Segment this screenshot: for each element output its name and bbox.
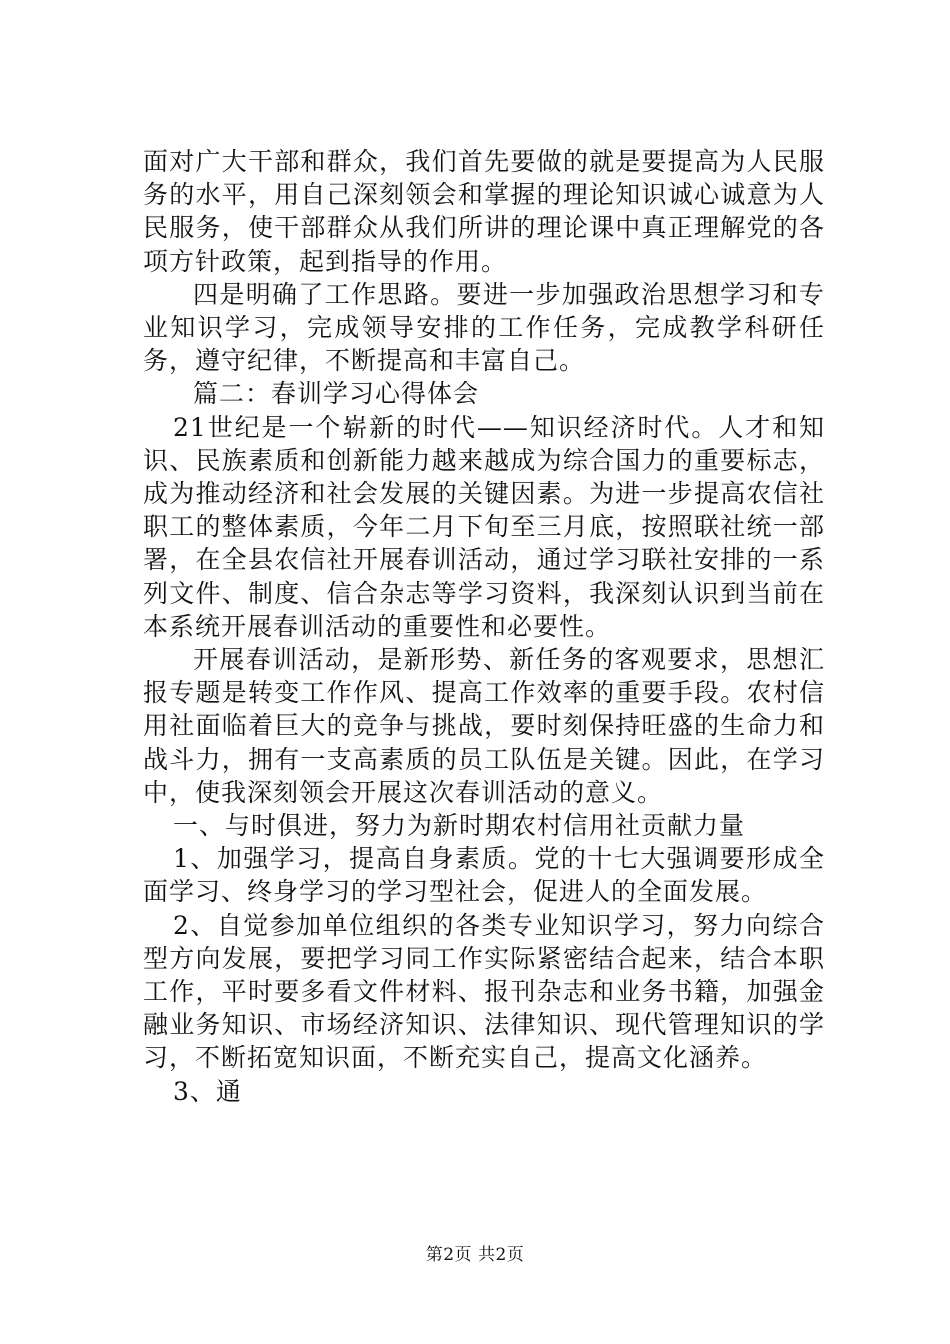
list-item-2: 2、自觉参加单位组织的各类专业知识学习，努力向综合型方向发展，要把学习同工作实际紧密结合起来，结合本职工作，平时要多看文件材料、报刊杂志和业务书籍，加强金融业务知识、市场经济知识、法律知识、现代管理知识的学习，不断拓宽知识面，不断充实自己，提高文化涵养。	[143, 910, 825, 1073]
list-item-1: 1、加强学习，提高自身素质。党的十七大强调要形成全面学习、终身学习的学习型社会，促进人的全面发展。	[143, 844, 825, 907]
paragraph-knowledge-economy: 21世纪是一个崭新的时代——知识经济时代。人才和知识、民族素质和创新能力越来越成为综合国力的重要标志，成为推动经济和社会发展的关键因素。为进一步提高农信社职工的整体素质，今年二月下旬至三月底，按照联社统一部署，在全县农信社开展春训活动，通过学习联社安排的一系列文件、制度、信合杂志等学习资料，我深刻认识到当前在本系统开展春训活动的重要性和必要性。	[143, 412, 825, 641]
paragraph-work-approach: 四是明确了工作思路。要进一步加强政治思想学习和专业知识学习，完成领导安排的工作任务，完成教学科研任务，遵守纪律，不断提高和丰富自己。	[143, 279, 825, 376]
page-number-footer: 第2页 共2页	[425, 1245, 525, 1265]
paragraph-service-level: 面对广大干部和群众，我们首先要做的就是要提高为人民服务的水平，用自己深刻领会和掌握的理论知识诚心诚意为人民服务，使干部群众从我们所讲的理论课中真正理解党的各项方针政策，起到指导的作用。	[143, 147, 825, 276]
subheading-keep-pace: 一、与时俱进，努力为新时期农村信用社贡献力量	[173, 811, 746, 841]
paragraph-spring-training-significance: 开展春训活动，是新形势、新任务的客观要求，思想汇报专题是转变工作作风、提高工作效率的重要手段。农村信用社面临着巨大的竞争与挑战，要时刻保持旺盛的生命力和战斗力，拥有一支高素质的员工队伍是关键。因此，在学习中，使我深刻领会开展这次春训活动的意义。	[143, 645, 825, 807]
list-item-3: 3、通	[173, 1076, 242, 1106]
document-body	[143, 145, 825, 1108]
section-heading-part-two: 篇二：春训学习心得体会	[193, 379, 480, 409]
